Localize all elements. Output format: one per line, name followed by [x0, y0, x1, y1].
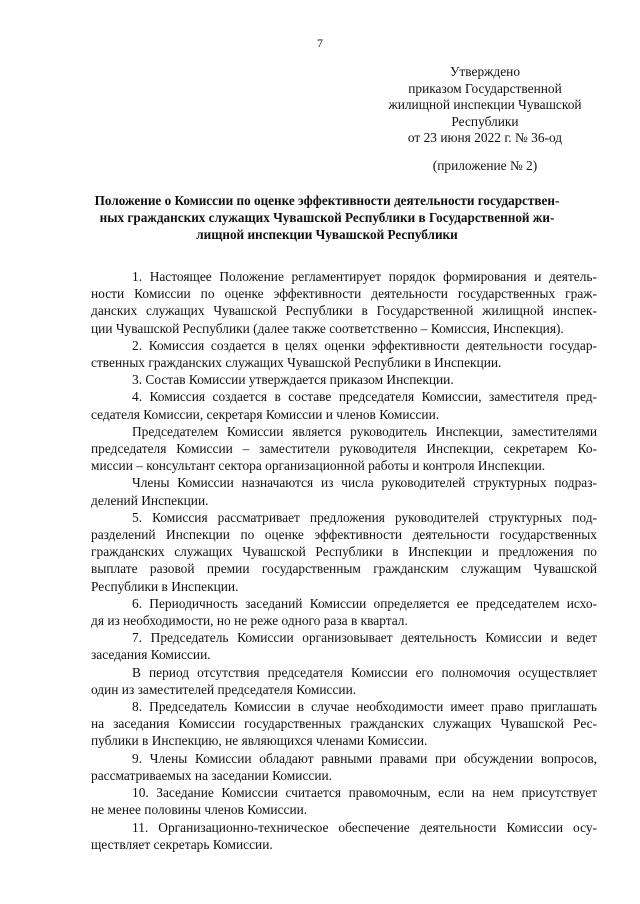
page-number: 7: [317, 36, 323, 50]
paragraph: [91, 629, 597, 663]
paragraph-line: 11. Организационно-техническое обеспечение деятельности Комиссии осу-: [132, 819, 597, 835]
paragraph-line: В период отсутствия председателя Комиссии его полномочия осуществляет: [132, 664, 597, 680]
paragraph-line: Председателем Комиссии является руководитель Инспекции, заместителями: [132, 423, 597, 439]
paragraph-line: Члены Комиссии назначаются из числа руководителей структурных подраз-: [132, 475, 597, 491]
paragraph-line: ции Чувашской Республики (далее также соответственно – Комиссия, Инспекция).: [91, 320, 564, 336]
paragraph-line: гражданских служащих Чувашской Республики в Инспекции и предложения по: [91, 544, 597, 560]
paragraph-line: Республики в Инспекции.: [91, 578, 239, 594]
paragraph-line: седателя Комиссии, секретаря Комиссии и членов Комиссии.: [91, 406, 440, 422]
paragraph-line: 4. Комиссия создается в составе председателя Комиссии, заместителя пред-: [132, 389, 597, 405]
paragraph-line: разделений Инспекции по оценке эффективности деятельности государственных: [91, 527, 597, 543]
paragraph: [91, 423, 597, 475]
paragraph-line: делений Инспекции.: [91, 492, 209, 508]
paragraph: [91, 750, 597, 784]
paragraph: [91, 388, 597, 422]
paragraph-line: дя из необходимости, но не реже одного раза в квартал.: [91, 613, 408, 629]
title-line: лищной инспекции Чувашской Республики: [196, 227, 458, 243]
paragraph-line: 3. Состав Комиссии утверждается приказом Инспекции.: [132, 372, 454, 388]
paragraph: [91, 698, 597, 750]
paragraph-line: данских служащих Чувашской Республики в Государственной жилищной инспек-: [91, 303, 597, 319]
paragraph-line: заседания Комиссии.: [91, 647, 211, 663]
paragraph-line: 7. Председатель Комиссии организовывает деятельность Комиссии и ведет: [132, 630, 597, 646]
document-body: [91, 268, 597, 853]
paragraph-line: на заседания Комиссии государственных гражданских служащих Чувашской Рес-: [91, 716, 597, 732]
paragraph-line: 2. Комиссия создается в целях оценки эффективности деятельности государ-: [132, 337, 597, 353]
paragraph-line: 1. Настоящее Положение регламентирует порядок формирования и деятель-: [132, 269, 597, 284]
approval-block: [380, 64, 590, 147]
title-line: Положение о Комиссии по оценке эффективности деятельности государствен-: [94, 193, 560, 208]
paragraph-line: 10. Заседание Комиссии считается правомочным, если на нем присутствует: [132, 785, 597, 801]
paragraph: [91, 337, 597, 371]
paragraph-line: 8. Председатель Комиссии в случае необходимости имеет право приглашать: [132, 699, 597, 715]
approval-line: Республики: [451, 113, 519, 129]
paragraph-line: миссии – консультант сектора организационной работы и контроля Инспекции.: [91, 458, 546, 474]
paragraph: [91, 474, 597, 508]
paragraph-line: рассматриваемых на заседании Комиссии.: [91, 767, 333, 783]
approval-line: жилищной инспекции Чувашской: [388, 97, 582, 113]
paragraph-line: 9. Члены Комиссии обладают равными правами при обсуждении вопросов,: [132, 750, 597, 766]
appendix-note: (приложение № 2): [432, 158, 538, 173]
approval-line: Утверждено: [449, 64, 521, 79]
paragraph-line: 6. Периодичность заседаний Комиссии определяется ее председателем исхо-: [132, 595, 597, 611]
paragraph: [91, 595, 597, 629]
paragraph: [91, 784, 597, 818]
paragraph: [91, 664, 597, 698]
paragraph-line: публики в Инспекцию, не являющихся членами Комиссии.: [91, 733, 428, 749]
approval-line: приказом Государственной: [408, 80, 562, 96]
paragraph-line: не менее половины членов Комиссии.: [91, 802, 308, 818]
paragraph: [91, 371, 597, 388]
paragraph-line: ности Комиссии по оценке эффективности деятельности государственных граж-: [91, 286, 597, 302]
title-line: ных гражданских служащих Чувашской Республики в Государственной жи-: [99, 210, 555, 226]
paragraph-line: председателя Комиссии – заместители руководителя Инспекции, секретарем Ко-: [91, 441, 597, 457]
approval-line: от 23 июня 2022 г. № 36-од: [407, 130, 563, 146]
paragraph-line: выплате разовой премии государственным гражданским служащим Чувашской: [91, 561, 597, 577]
paragraph-line: ществляет секретарь Комиссии.: [91, 836, 273, 852]
paragraph-line: 5. Комиссия рассматривает предложения руководителей структурных под-: [132, 509, 597, 525]
paragraph: [91, 509, 597, 595]
paragraph: [91, 819, 597, 853]
paragraph-line: один из заместителей председателя Комиссии.: [91, 681, 357, 697]
document-title: [92, 192, 562, 244]
paragraph-line: ственных гражданских служащих Чувашской Республики в Инспекции.: [91, 355, 502, 371]
paragraph: [91, 268, 597, 337]
